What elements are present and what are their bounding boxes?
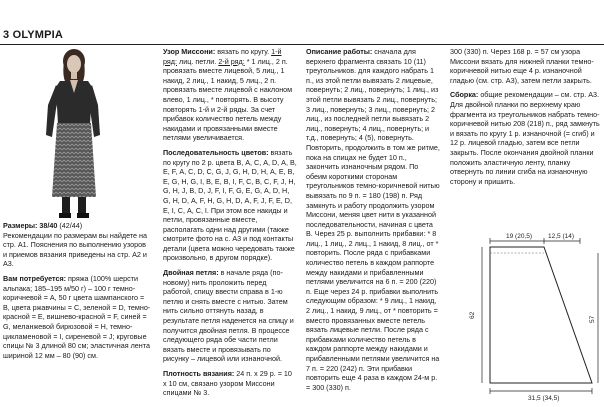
page-header — [0, 0, 604, 46]
header-rule — [0, 44, 604, 45]
assembly-label: Сборка: — [450, 90, 479, 100]
gauge-label: Плотность вязания: — [163, 369, 235, 378]
top-left-label: 19 (20,5) — [506, 233, 533, 240]
column-technique — [163, 47, 297, 398]
top-right-label: 12,5 (14) — [548, 233, 575, 240]
materials-text: пряжа (100% шерсти альпака; 185–195 м/50 г) – 100 г темно-коричневой = А, 50 г цвета шампанского = В, цвета ржавчины = С, зеленой = D, темно-красной = Е, вишнево-красной = F, синей = G, меланжевой бирюзовой = Н, темно-цикламеновой = I, сиреневой = J; круговые спицы № 3 длиной 80 см; эластичная лента шириной 12 мм – 80 (90) см. — [3, 273, 151, 360]
double-stitch-label: Двойная петля: — [163, 268, 219, 278]
sizes-label: Размеры: 38/40 — [3, 221, 58, 230]
continuation-text: 300 (330) п. Через 168 р. = 57 см узора Миссони вязать для нижней планки темно-коричневой нитью еще 4 р. изнаночной гладью (см. стр. А3), затем петли закрыть. — [450, 47, 594, 85]
sequence-label: Последовательность цветов: — [163, 147, 269, 157]
missoni-label: Узор Миссони: — [163, 47, 216, 56]
side-label: 62 — [469, 311, 476, 319]
work-label: Описание работы: — [306, 47, 373, 56]
missoni-p1: вязать по кругу. — [217, 47, 270, 56]
column-assembly — [450, 47, 601, 186]
materials-label: Вам потребуется: — [3, 273, 67, 283]
double-stitch-text: в начале ряда (по-новому) нить проложить перед работой, спицу ввести справа в 1-ю петлю и снять вместе с нитью. Затем нить сильно оттянуть назад, в результате петля наденется на спицу и получится двойная петля. В процессе следующего ряда обе части петли вязать вместе и провязывать по рисунку – лицевой или изнаночной. — [163, 268, 294, 364]
sizes-alt: (42/44) — [59, 221, 83, 230]
model-photo — [26, 47, 122, 219]
pattern-title: 3 OLYMPIA — [3, 29, 64, 41]
column-instructions — [306, 47, 440, 392]
row2-label: 2-й ряд: — [218, 56, 245, 66]
garment-schema — [452, 233, 602, 405]
work-text: сначала для верхнего фрагмента связать 10 (11) треугольников. для каждого набрать 1 п., из этой петли вывязать 2 лицевые, повернуть; 2 лиц., повернуть; 1 лиц., из этой петли вывязать 2 лиц., повернуть; 3 лиц., повернуть; 3 лиц., повернуть; 2 лиц., из последней петли вывязать 2 лиц., повернуть; 4 лиц., повернуть; и т.д., повернуть; 4 (5), повернуть. Повторить, продолжить в том же ритме, пока на спицах не будет 10 п., закончить изнаночным рядом. По обеим короткими сторонам треугольников темно-коричневой нитью вывязать по 9 п. = 180 (198) п. Ряд замкнуть и работу продолжить узором Миссони, меняя цвет нити в указанной последовательности, начиная с цвета В. Через 25 р. выполнить прибавки: * 8 лиц., 1 лиц., 2 лиц., 1 накид, 8 лиц., от * повторить. После ряда с прибавками количество петель в каждом раппорте между накидами и прибавленными петлями увеличится на 6 п. = 200 (220) п. Еще через 24 р. прибавки выполнить следующим образом: * 9 лиц., 1 накид, 2 лиц., 1 накид, 9 лиц., от * повторить = вместо провязанных вместе петель вязать лицевые петли. После ряда с прибавками количество петель в каждом раппорте между накидами и прибавленными петлями увеличится на 7 п. = 220 (242) п. Эти прибавки повторить еще 4 раза в каждом 24-м р. = 300 (330) п. — [306, 47, 440, 392]
sequence-text: вязать по кругу по 2 р. цвета В, А, С, А, D, А, В, Е, F, А, С, D, С, G, J, G, H, D, H, А, Е, В, Е, G, H, G, I, В, Е, В, I, F, С, В, С, F, J, H, G, H, J, В, D, J, F, I, F, G, Е, G, А, D, H, G, H, D, А, F, H, G, H, D, А, F, J, F, Е, D, Е, I, С, А, С, I. При этом все накиды и петли, провязанные вместе, располагать одни над другими (также смотрите фото на с. А3 и под контакты детали (цвета можно чередовать также произвольно, в другом порядке). — [163, 147, 297, 263]
gauge-text: 24 п. х 29 р. = 10 х 10 см, связано узором Миссони спицами № 3. — [163, 369, 292, 398]
row1-label: 1-й ряд: — [163, 47, 282, 66]
missoni-p3: * 1 лиц., 2 п. провязать вместе лицевой, 5 лиц., 1 накид, 2 лиц., 1 накид, 5 лиц., 2 п. провязать вместе лицевой с наклоном влево, 1 лиц., * повторять. В высоту повторять 1-й и 2-й ряды. За счет прибавок количество петель между накидами и провязанными вместе петлями увеличивается. — [163, 56, 293, 143]
missoni-p2: лиц. петли. — [179, 56, 217, 66]
assembly-text: общие рекомендации – см. стр. А3. Для двойной планки по верхнему краю фрагмента из треугольников набрать темно-коричневой нитью 208 (218) п., ряд замкнуть и вязать по кругу 1 р. изнаночной (= сгиб) и 12 р. лицевой гладью, затем все петли закрыть. После окончания двойной планки положить эластичную ленту, планку отвернуть по линии сгиба на изнаночную сторону и пришить. — [450, 90, 600, 186]
sizes-text: Рекомендации по размерам вы найдете на стр. А1. Пояснения по выполнению узоров и приемов вязания приведены на стр. А2 и А3. — [3, 230, 147, 269]
skirt-outline — [490, 247, 592, 383]
bottom-label: 31,5 (34,5) — [528, 395, 560, 402]
height-label: 57 — [589, 315, 596, 323]
column-sizes-materials — [3, 221, 151, 360]
